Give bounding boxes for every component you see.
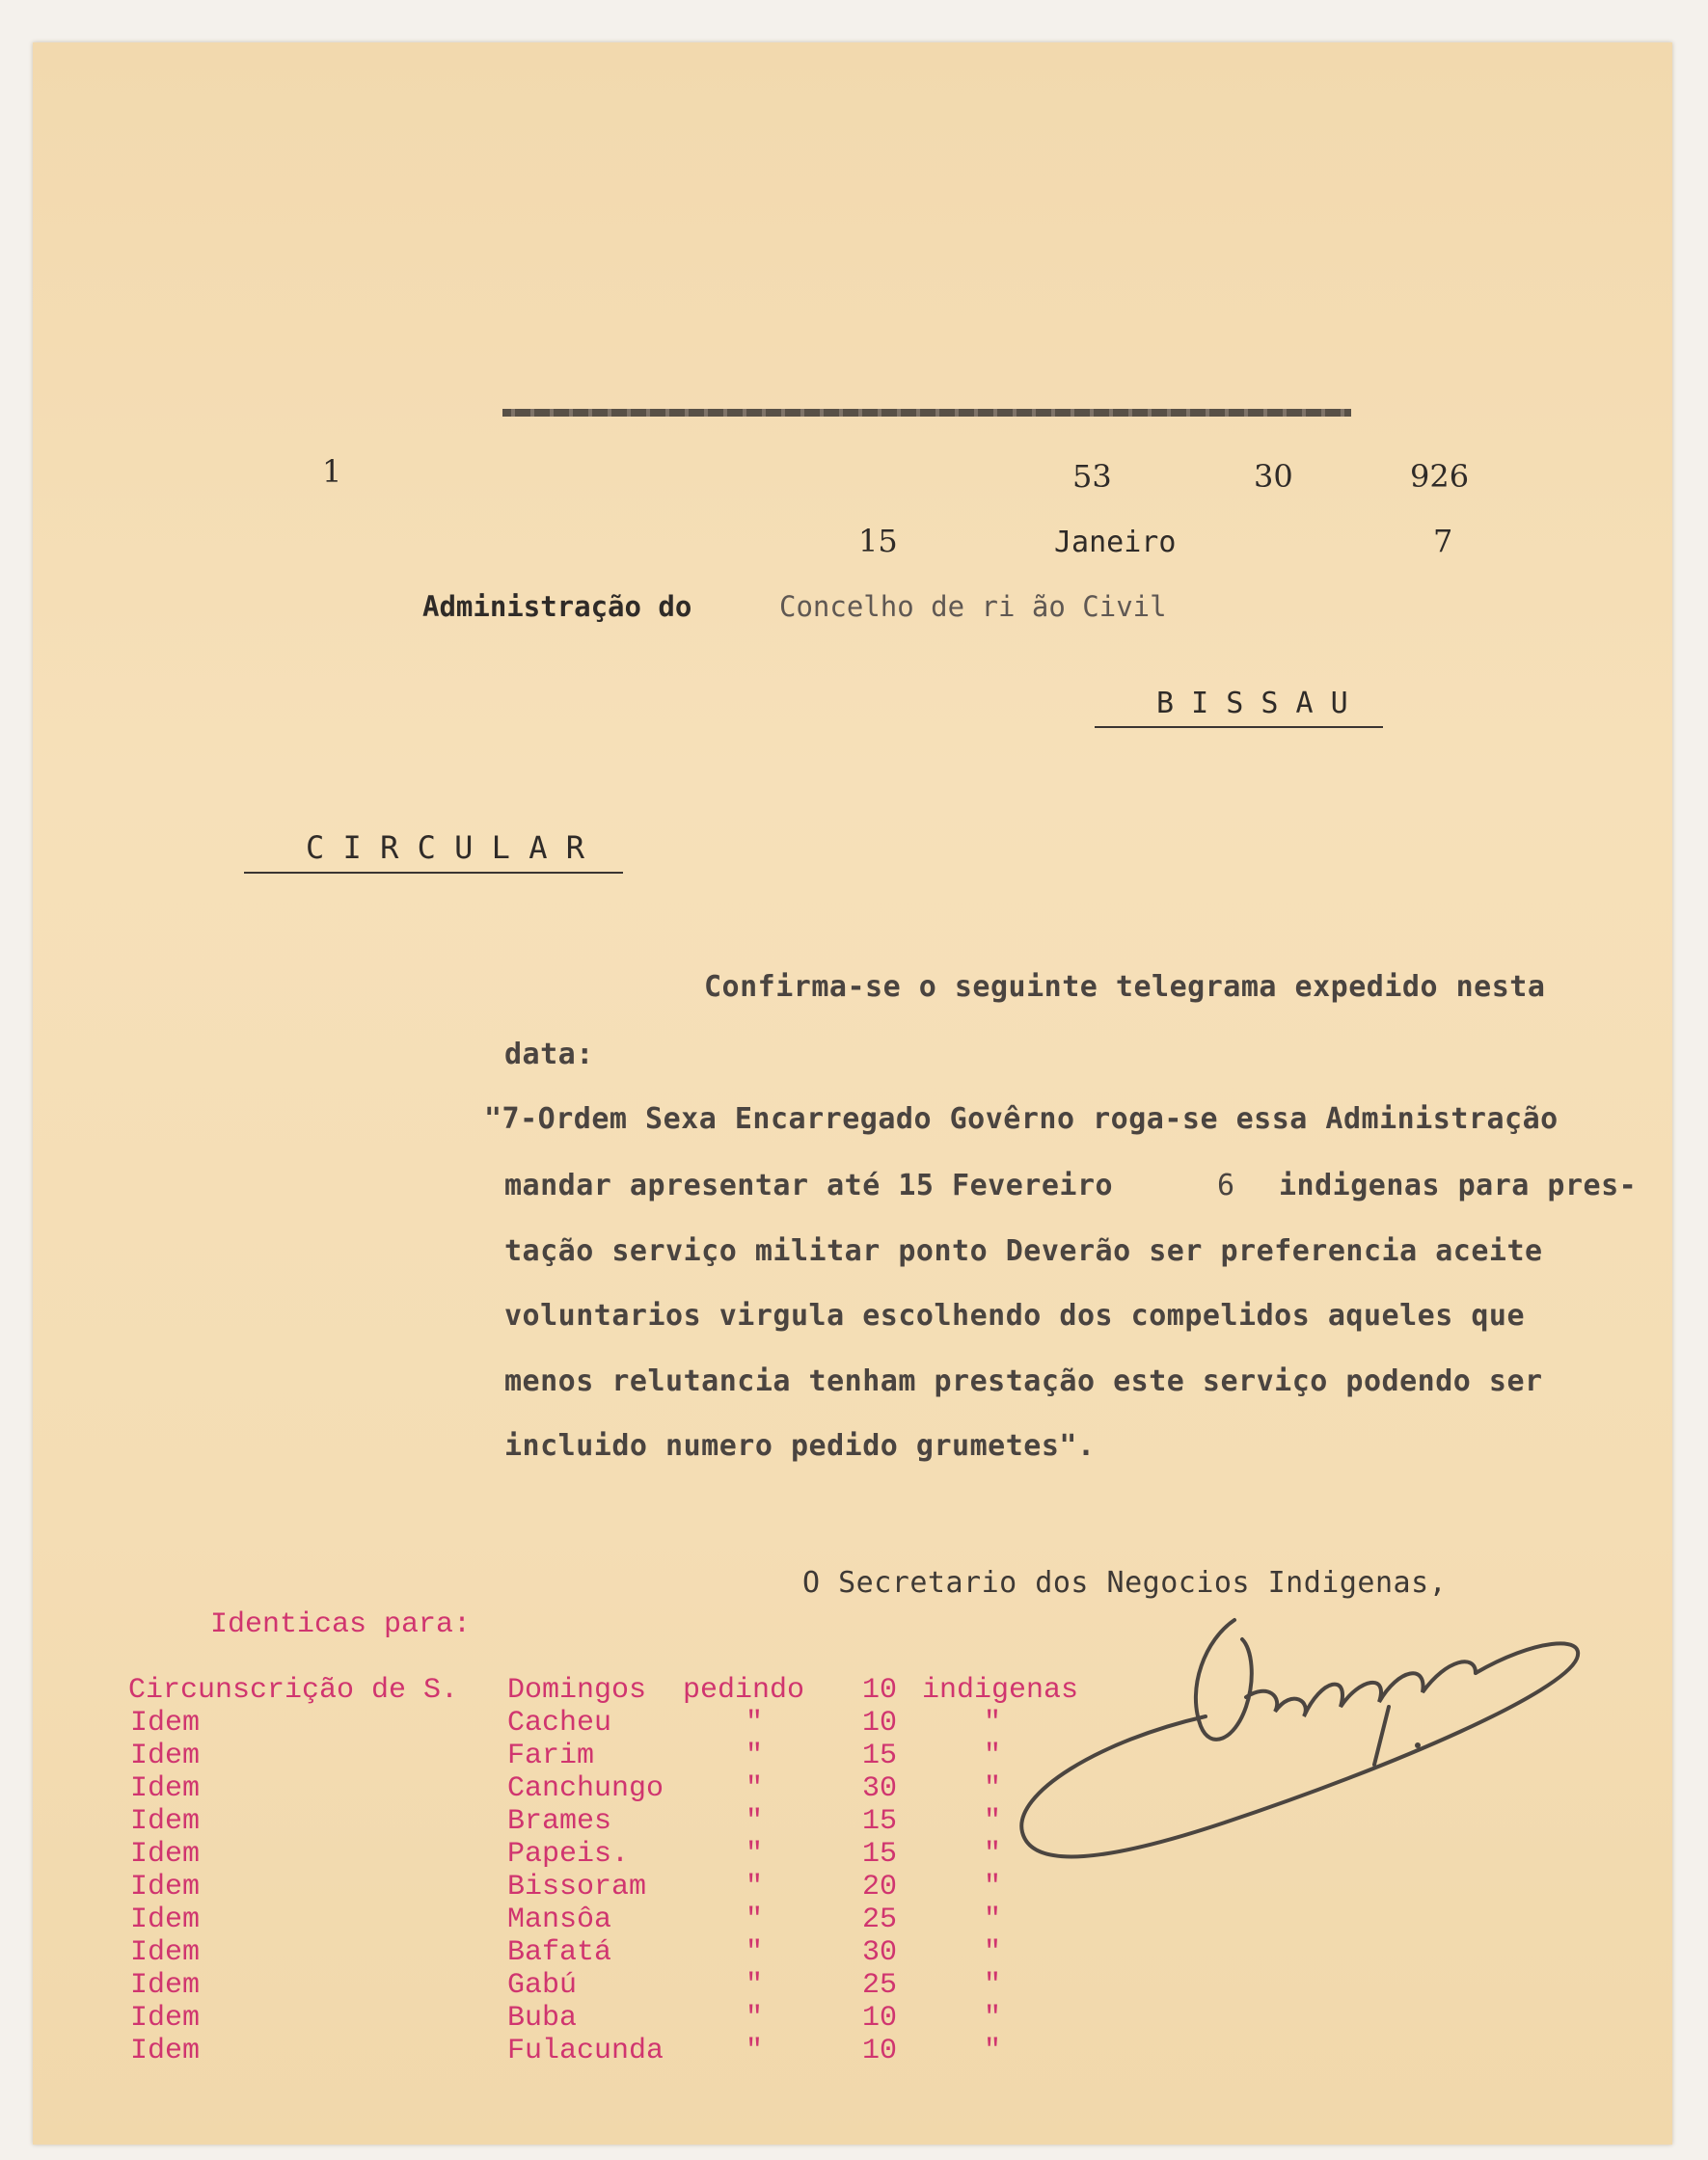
admin-prefix: Administração do — [422, 590, 692, 623]
row-label: Idem — [130, 1904, 201, 1936]
header-year-suffix: 7 — [1433, 523, 1453, 559]
row-ditto-verb: " — [746, 2002, 764, 2035]
row-place: Canchungo — [507, 1772, 664, 1805]
row-count: 15 — [862, 1740, 898, 1772]
row-count: 10 — [862, 1707, 898, 1740]
header-number-b: 30 — [1254, 458, 1293, 495]
first-row-unit: indigenas — [922, 1674, 1079, 1707]
body-intro: Confirma-se o seguinte telegrama expedido nesta — [704, 970, 1546, 1004]
body-line-1: "7-Ordem Sexa Encarregado Govêrno roga-se essa Administração — [484, 1102, 1559, 1136]
body-line-4: voluntarios virgula escolhendo dos compelidos aqueles que — [504, 1299, 1526, 1333]
row-place: Bissoram — [507, 1871, 647, 1904]
row-label: Idem — [130, 1936, 201, 1969]
body-intro-2: data: — [504, 1038, 594, 1071]
row-count: 25 — [862, 1969, 898, 2002]
header-day: 15 — [858, 523, 898, 559]
row-count: 25 — [862, 1904, 898, 1936]
row-ditto-verb: " — [746, 1740, 764, 1772]
row-ditto-unit: " — [984, 1707, 1002, 1740]
row-label: Idem — [130, 1740, 201, 1772]
row-ditto-unit: " — [984, 1969, 1002, 2002]
row-ditto-verb: " — [746, 1805, 764, 1838]
row-label: Idem — [130, 2035, 201, 2067]
city-heading: B I S S A U — [1095, 687, 1383, 728]
row-ditto-verb: " — [746, 1969, 764, 2002]
row-place: Farim — [507, 1740, 595, 1772]
row-place: Buba — [507, 2002, 578, 2035]
row-ditto-unit: " — [984, 2035, 1002, 2067]
row-ditto-unit: " — [984, 1805, 1002, 1838]
first-row-verb: pedindo — [683, 1674, 805, 1707]
row-count: 30 — [862, 1936, 898, 1969]
row-ditto-unit: " — [984, 1838, 1002, 1871]
body-line-2: mandar apresentar até 15 Fevereiro — [504, 1169, 1114, 1202]
row-place: Cacheu — [507, 1707, 612, 1740]
row-count: 10 — [862, 2002, 898, 2035]
body-line-6: incluido numero pedido grumetes". — [504, 1429, 1096, 1463]
row-place: Bafatá — [507, 1936, 612, 1969]
row-count: 15 — [862, 1838, 898, 1871]
row-count: 20 — [862, 1871, 898, 1904]
row-label: Idem — [130, 1772, 201, 1805]
row-count: 30 — [862, 1772, 898, 1805]
row-ditto-unit: " — [984, 2002, 1002, 2035]
row-ditto-verb: " — [746, 1838, 764, 1871]
row-label: Idem — [130, 1871, 201, 1904]
circular-title: C I R C U L A R — [244, 829, 623, 874]
handwritten-signature — [993, 1581, 1591, 1890]
body-line-2-rest: indigenas para pres- — [1279, 1169, 1638, 1202]
row-place: Papeis. — [507, 1838, 630, 1871]
row-label: Idem — [130, 2002, 201, 2035]
signoff: O Secretario dos Negocios Indigenas, — [802, 1566, 1448, 1600]
row-ditto-unit: " — [984, 1772, 1002, 1805]
row-ditto-verb: " — [746, 2035, 764, 2067]
row-place: Fulacunda — [507, 2035, 664, 2067]
row-ditto-unit: " — [984, 1936, 1002, 1969]
header-number-left: 1 — [322, 453, 342, 490]
body-line-3: tação serviço militar ponto Deverão ser preferencia aceite — [504, 1234, 1543, 1268]
admin-name: Concelho de ri ão Civil — [779, 590, 1167, 623]
row-ditto-unit: " — [984, 1871, 1002, 1904]
identicas-heading: Identicas para: — [210, 1608, 472, 1641]
row-label: Idem — [130, 1707, 201, 1740]
body-line-5: menos relutancia tenham prestação este serviço podendo ser — [504, 1364, 1543, 1398]
row-ditto-unit: " — [984, 1740, 1002, 1772]
row-place: Mansôa — [507, 1904, 612, 1936]
body-line-2-number: 6 — [1217, 1169, 1235, 1202]
row-ditto-verb: " — [746, 1904, 764, 1936]
row-ditto-verb: " — [746, 1936, 764, 1969]
row-ditto-verb: " — [746, 1707, 764, 1740]
first-row-count: 10 — [862, 1674, 898, 1707]
row-label: Idem — [130, 1969, 201, 2002]
row-ditto-verb: " — [746, 1772, 764, 1805]
first-row-place: Domingos — [507, 1674, 647, 1707]
row-place: Brames — [507, 1805, 612, 1838]
row-label: Idem — [130, 1805, 201, 1838]
header-number-c: 926 — [1410, 458, 1470, 495]
row-ditto-unit: " — [984, 1904, 1002, 1936]
row-place: Gabú — [507, 1969, 578, 2002]
header-rule — [502, 409, 1351, 417]
row-count: 15 — [862, 1805, 898, 1838]
row-ditto-verb: " — [746, 1871, 764, 1904]
row-label: Idem — [130, 1838, 201, 1871]
first-row-label: Circunscrição de S. — [128, 1674, 459, 1707]
header-number-a: 53 — [1072, 458, 1112, 495]
row-count: 10 — [862, 2035, 898, 2067]
header-month: Janeiro — [1054, 526, 1177, 559]
